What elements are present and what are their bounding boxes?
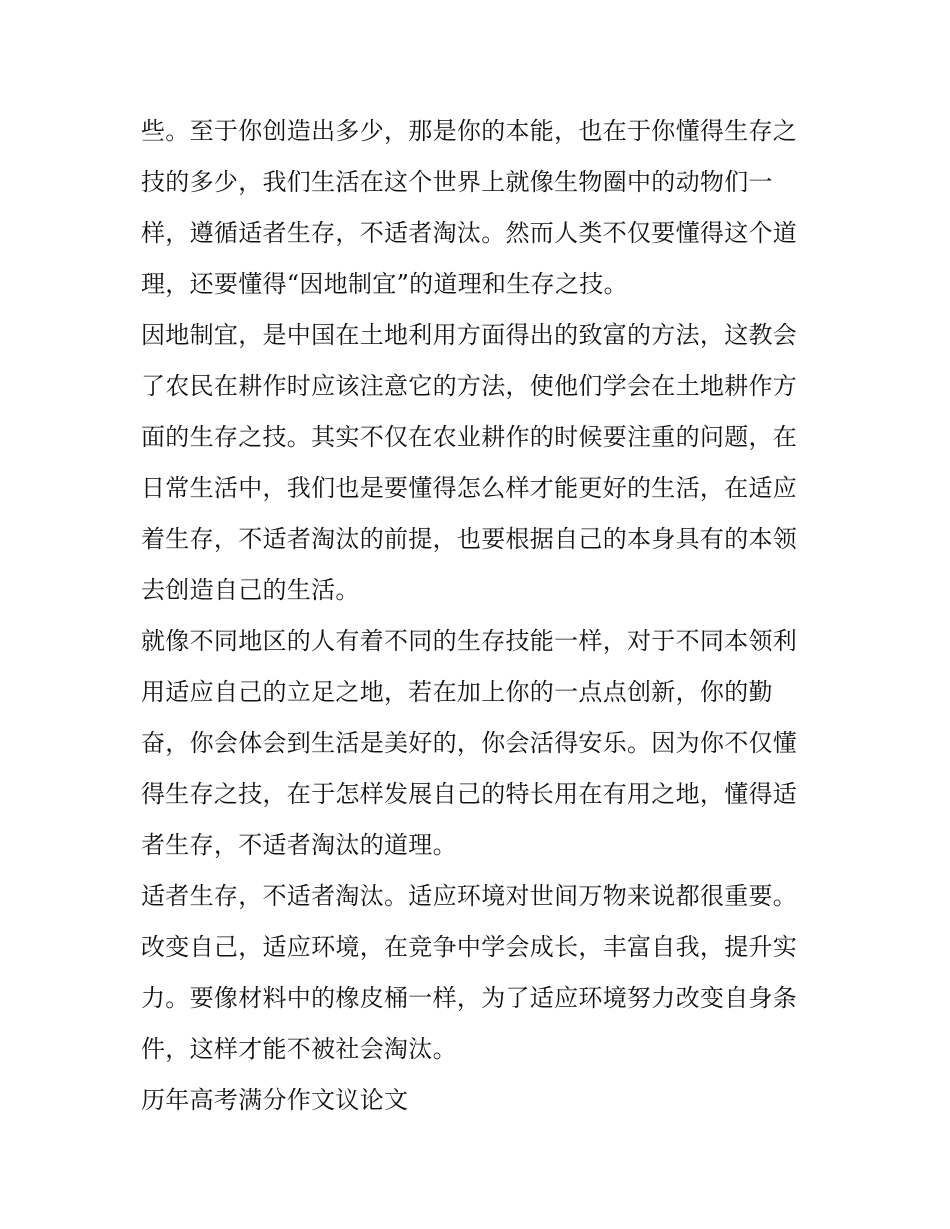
text-line: 者生存，不适者淘汰的道理。	[141, 831, 457, 859]
text-line: 力。要像材料中的橡皮桶一样，为了适应环境努力改变自身条	[141, 984, 798, 1012]
text-line: 件，这样才能不被社会淘汰。	[141, 1035, 457, 1063]
text-line: 些。至于你创造出多少，那是你的本能，也在于你懂得生存之	[141, 117, 798, 145]
text-line: 理，还要懂得“因地制宜”的道理和生存之技。	[141, 270, 628, 298]
text-line: 样，遵循适者生存，不适者淘汰。然而人类不仅要懂得这个道	[141, 219, 798, 247]
text-line: 就像不同地区的人有着不同的生存技能一样，对于不同本领利	[141, 627, 798, 655]
text-line: 日常生活中，我们也是要懂得怎么样才能更好的生活，在适应	[141, 474, 798, 502]
text-line: 技的多少，我们生活在这个世界上就像生物圈中的动物们一	[141, 168, 773, 196]
text-line: 因地制宜，是中国在土地利用方面得出的致富的方法，这教会	[141, 321, 798, 349]
text-line: 得生存之技，在于怎样发展自己的特长用在有用之地，懂得适	[141, 780, 798, 808]
text-line: 奋，你会体会到生活是美好的，你会活得安乐。因为你不仅懂	[141, 729, 798, 757]
document-title-footer: 历年高考满分作文议论文	[141, 1086, 409, 1114]
text-line: 改变自己，适应环境，在竞争中学会成长，丰富自我，提升实	[141, 933, 798, 961]
text-line: 着生存，不适者淘汰的前提，也要根据自己的本身具有的本领	[141, 525, 798, 553]
text-line: 面的生存之技。其实不仅在农业耕作的时候要注重的问题，在	[141, 423, 798, 451]
text-line: 适者生存，不适者淘汰。适应环境对世间万物来说都很重要。	[141, 882, 798, 910]
text-line: 用适应自己的立足之地，若在加上你的一点点创新，你的勤	[141, 678, 773, 706]
text-line: 了农民在耕作时应该注意它的方法，使他们学会在土地耕作方	[141, 372, 798, 400]
text-line: 去创造自己的生活。	[141, 576, 360, 604]
